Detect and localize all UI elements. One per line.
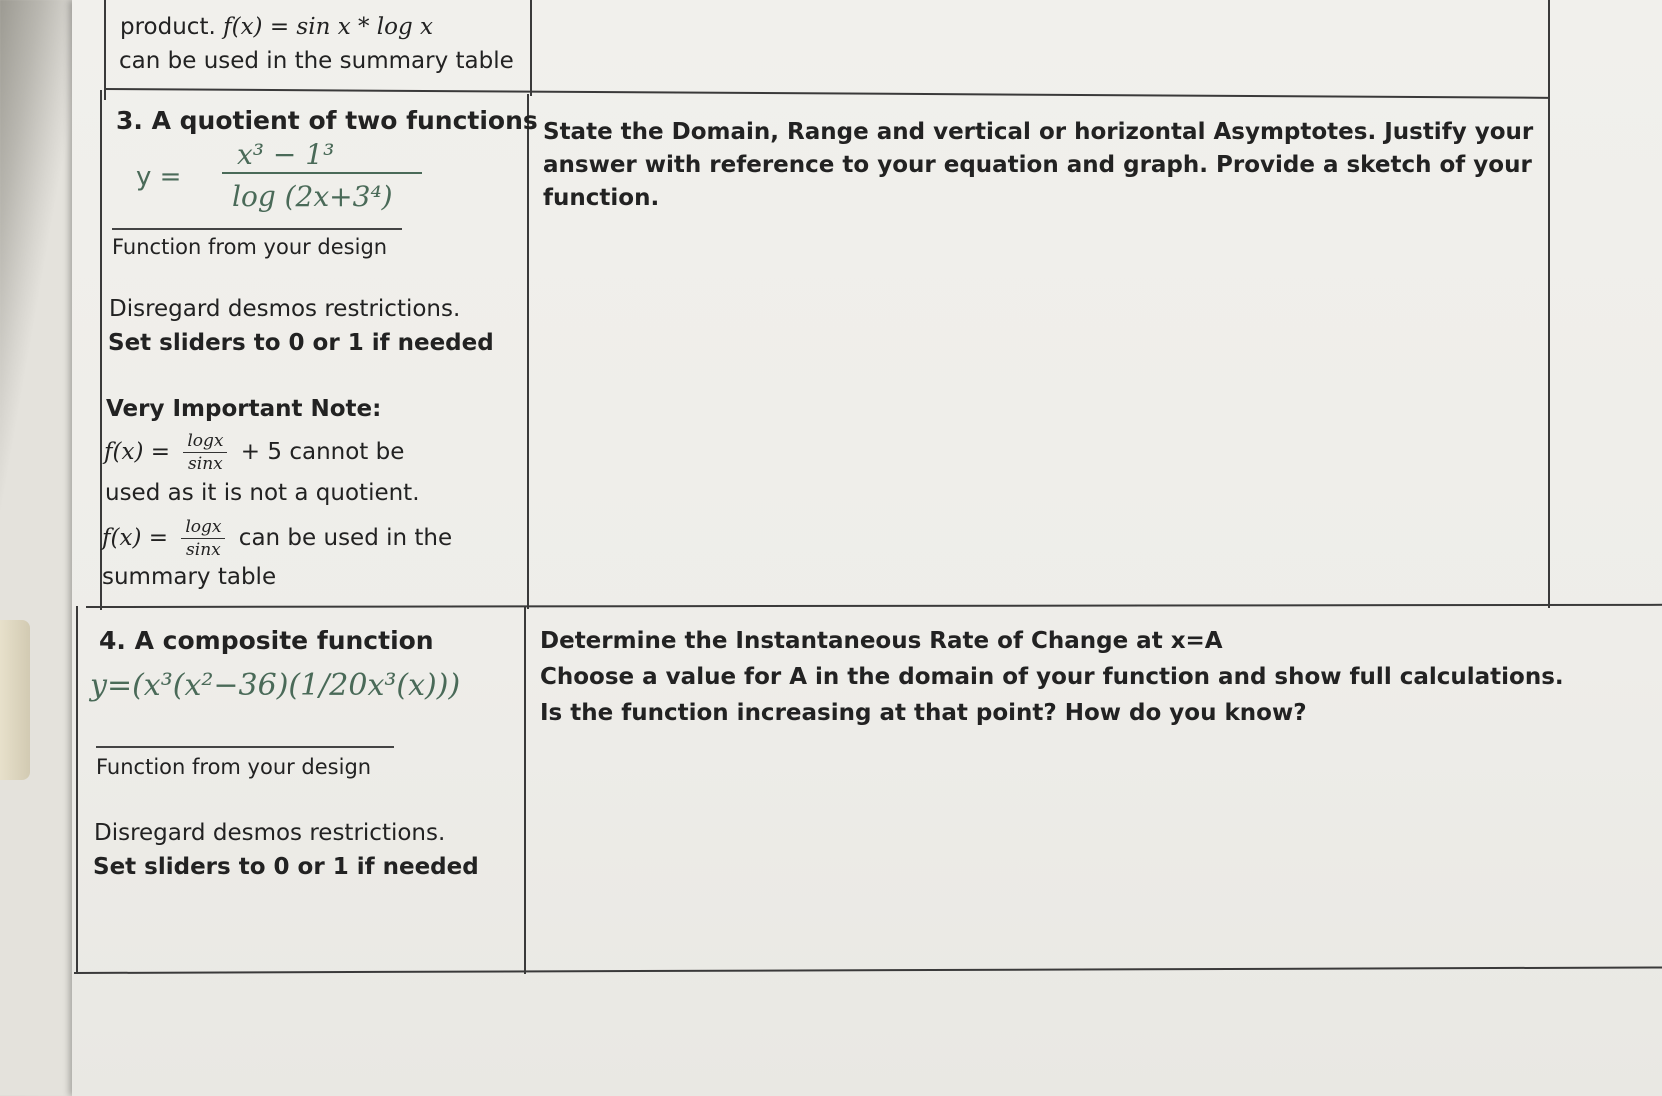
row-divider-bottom [74, 966, 1662, 974]
row3-handwritten-fraction-bar [222, 172, 422, 174]
row3-note-plus: + 5 cannot be [240, 439, 405, 465]
row4-heading: 4. A composite function [99, 626, 434, 655]
outer-left-border-top [104, 0, 106, 100]
row3-note-line2: used as it is not a quotient. [105, 480, 420, 506]
row3-handwritten-denominator: log (2x+3⁴) [232, 180, 393, 213]
row-divider-2 [86, 604, 1662, 608]
row3-handwritten-numerator: x³ − 1³ [237, 138, 335, 171]
row3-right-instructions: State the Domain, Range and vertical or horizontal Asymptotes. Justify your answer with reference to your equation and graph. Provide a sketch of your function. [543, 119, 1534, 211]
row3-design-underline [112, 228, 402, 230]
row3-note-can-be-used: can be used in the [238, 525, 453, 551]
column-divider-top [530, 0, 532, 96]
row3-note-numerator1: logx [183, 430, 227, 453]
row3-disregard: Disregard desmos restrictions. [109, 296, 461, 322]
row0-formula: f(x) = sin x * log x [223, 14, 434, 40]
row3-note-denominator2: sinx [186, 540, 221, 560]
row-divider-1 [104, 88, 1549, 99]
row4-design-label: Function from your design [96, 755, 372, 779]
row0-text-a: product. [120, 14, 216, 40]
row4-sliders: Set sliders to 0 or 1 if needed [93, 854, 479, 880]
row3-note-title: Very Important Note: [106, 396, 382, 422]
column-divider-row4 [524, 606, 526, 974]
row3-note-line3 [102, 516, 452, 561]
column-divider-row3 [527, 94, 529, 609]
row3-design-label: Function from your design [112, 235, 388, 259]
row3-heading: 3. A quotient of two functions [116, 106, 538, 135]
row3-note-denominator1: sinx [188, 454, 223, 474]
row4-handwritten-function: y=(x³(x²−36)(1/20x³(x))) [90, 668, 461, 703]
row0-product-line [120, 12, 433, 42]
outer-left-border-row4 [76, 606, 78, 974]
row0-text-b: can be used in the summary table [119, 48, 514, 74]
row3-note-fraction1 [183, 430, 227, 475]
row3-sliders: Set sliders to 0 or 1 if needed [108, 330, 494, 356]
row3-handwritten-y: y = [136, 162, 182, 192]
row4-right-line1: Determine the Instantaneous Rate of Change at x=A [540, 628, 1223, 654]
row4-disregard: Disregard desmos restrictions. [94, 820, 446, 846]
worksheet-page [72, 0, 1662, 1096]
row3-note-numerator2: logx [181, 516, 225, 539]
row4-design-underline [96, 746, 394, 748]
outer-right-border [1548, 0, 1550, 608]
row3-note-fx1: f(x) = [104, 439, 171, 465]
object-edge-left [0, 620, 30, 780]
row3-note-line4: summary table [102, 564, 277, 590]
row3-note-fraction2 [181, 516, 225, 561]
row3-note-fx2: f(x) = [102, 525, 169, 551]
row3-note-line1 [104, 430, 404, 475]
row4-right-line2: Choose a value for A in the domain of your function and show full calculations. [540, 664, 1564, 690]
row4-right-line3: Is the function increasing at that point? How do you know? [540, 700, 1307, 726]
